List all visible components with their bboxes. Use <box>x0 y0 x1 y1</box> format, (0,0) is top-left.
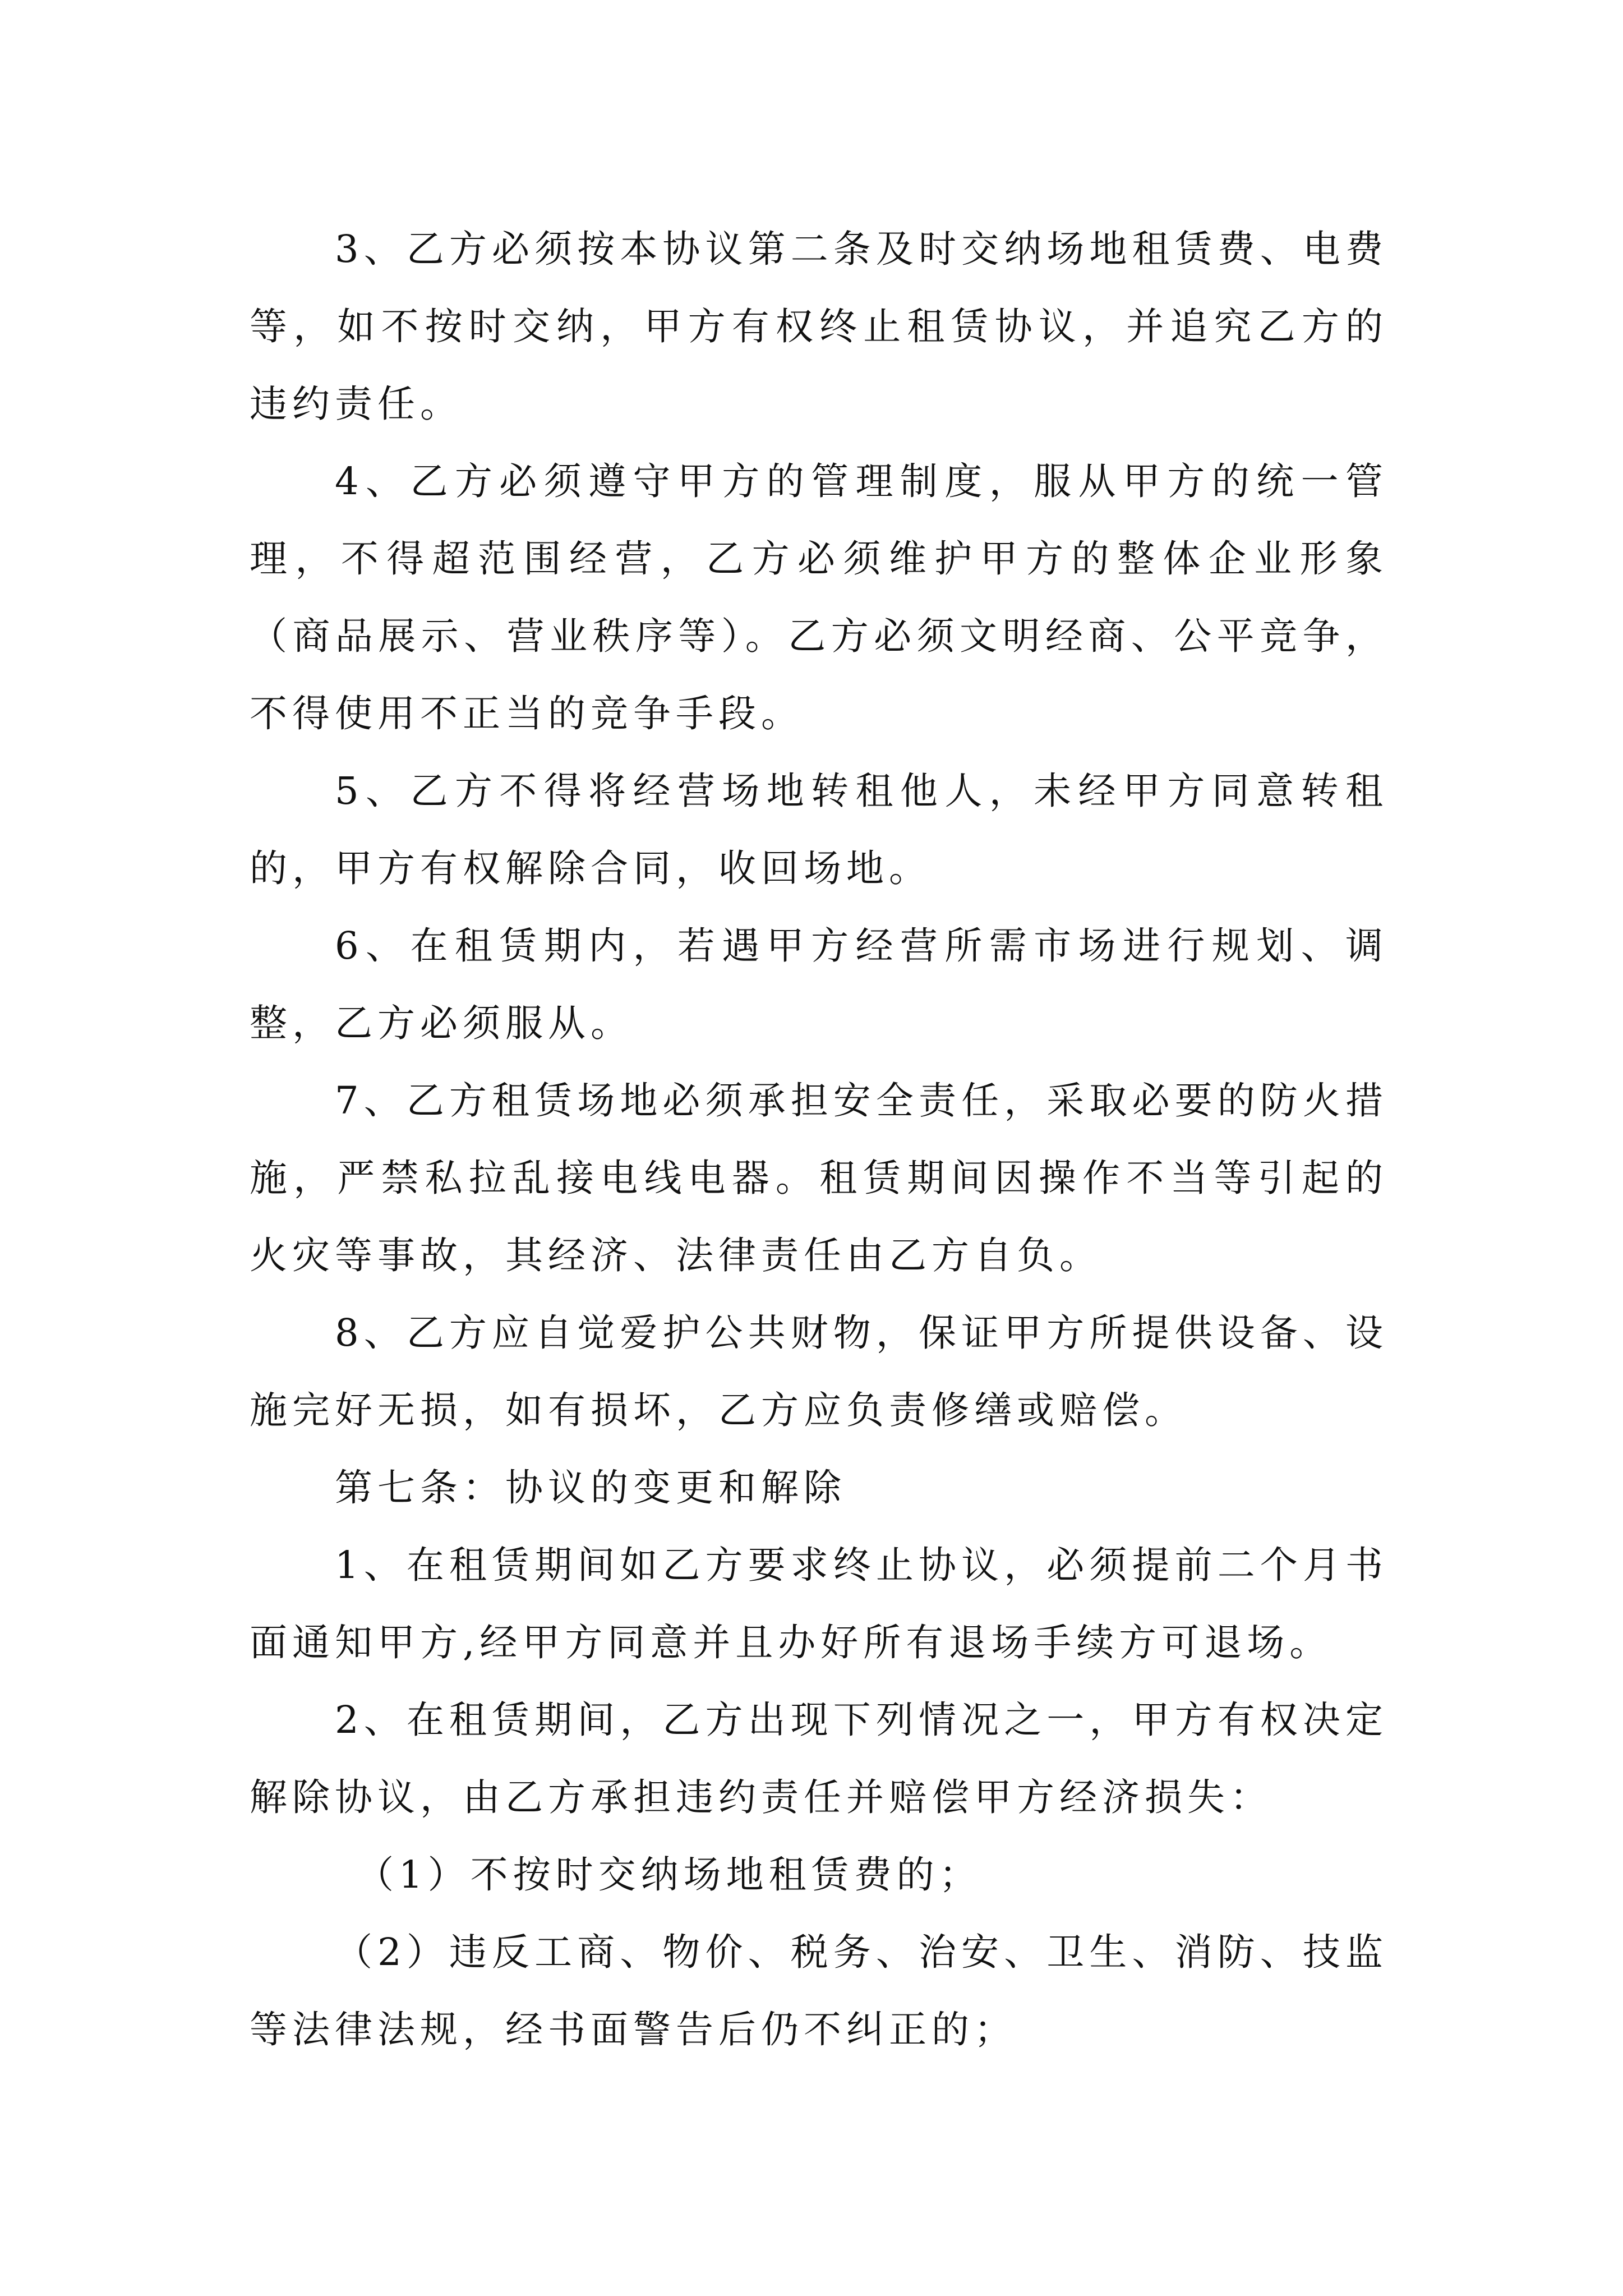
paragraph-article-7-clause-2: 2、在租赁期间，乙方出现下列情况之一，甲方有权决定解除协议，由乙方承担违约责任并赔偿甲方经济损失： <box>250 1698 1388 1819</box>
paragraph-clause-4: 4、乙方必须遵守甲方的管理制度，服从甲方的统一管理，不得超范围经营，乙方必须维护甲方的整体企业形象（商品展示、营业秩序等）。乙方必须文明经商、公平竞争，不得使用不正当的竞争手段。 <box>250 459 1388 735</box>
list-item-condition-1: （1）不按时交纳场地租赁费的； <box>356 1853 982 1897</box>
paragraph-clause-6: 6、在租赁期内，若遇甲方经营所需市场进行规划、调整，乙方必须服从。 <box>250 924 1388 1045</box>
paragraph-clause-7: 7、乙方租赁场地必须承担安全责任，采取必要的防火措施，严禁私拉乱接电线电器。租赁期间因操作不当等引起的火灾等事故，其经济、法律责任由乙方自负。 <box>250 1079 1388 1277</box>
paragraph-clause-8: 8、乙方应自觉爱护公共财物，保证甲方所提供设备、设施完好无损，如有损坏，乙方应负责修缮或赔偿。 <box>250 1311 1388 1432</box>
list-item-condition-2: （2）违反工商、物价、税务、治安、卫生、消防、技监等法律法规，经书面警告后仍不纠正的； <box>250 1930 1388 2051</box>
paragraph-clause-5: 5、乙方不得将经营场地转租他人，未经甲方同意转租的，甲方有权解除合同，收回场地。 <box>250 769 1388 890</box>
paragraph-article-7-clause-1: 1、在租赁期间如乙方要求终止协议，必须提前二个月书面通知甲方,经甲方同意并且办好所有退场手续方可退场。 <box>250 1543 1388 1664</box>
section-heading-article-7: 第七条：协议的变更和解除 <box>335 1466 846 1510</box>
document-body <box>250 210 1388 2068</box>
paragraph-clause-3: 3、乙方必须按本协议第二条及时交纳场地租赁费、电费等，如不按时交纳，甲方有权终止租赁协议，并追究乙方的违约责任。 <box>250 227 1388 426</box>
